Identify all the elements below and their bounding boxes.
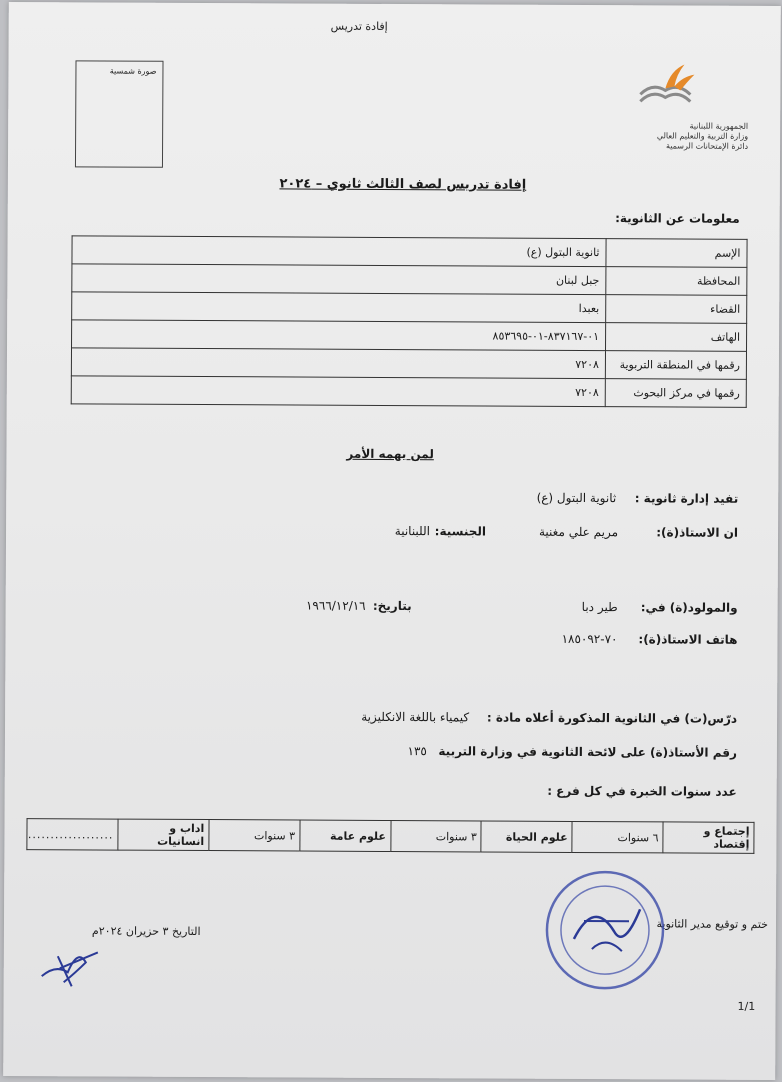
info-label: الإسم <box>606 239 747 268</box>
experience-table <box>26 818 754 854</box>
ministry-header <box>608 121 748 152</box>
experience-branch: إجتماع و إقتصاد <box>663 822 754 853</box>
experience-years: ٦ سنوات <box>572 821 663 852</box>
table-row <box>72 236 747 268</box>
teacher-value: مريم علي مغنية <box>538 524 619 540</box>
document-sheet <box>3 2 781 1080</box>
experience-years: ٣ سنوات <box>390 820 481 851</box>
photo-label: صورة شمسية <box>109 66 157 76</box>
table-row <box>72 320 747 352</box>
school-label: تفيد إدارة ثانوية : <box>634 491 739 506</box>
ministry-line-2: وزارة التربية والتعليم العالي <box>656 131 749 141</box>
phone-value: ٧٠-١٨٥٠٩٢ <box>561 631 618 647</box>
experience-branch: علوم عامة <box>300 820 391 851</box>
nationality-value: اللبنانية <box>394 524 431 539</box>
signature-label: ختم و توقيع مدير الثانوية <box>656 917 769 931</box>
document-date: التاريخ ٣ حزيران ٢٠٢٤م <box>91 924 201 939</box>
table-row <box>71 376 746 408</box>
school-value: ثانوية البتول (ع) <box>536 490 617 506</box>
table-row <box>27 819 754 854</box>
teacher-label: ان الاستاذ(ة): <box>656 525 739 540</box>
page-title: إفادة تدريس لصف الثالث ثانوي – ٢٠٢٤ <box>279 176 527 193</box>
info-value: ٠١-٨٣٧١٦٧-٠١-٨٥٣٦٩٥ <box>72 320 606 351</box>
ministry-line-1: الجمهورية اللبنانية <box>689 121 749 131</box>
school-info-table <box>71 235 748 408</box>
table-row <box>72 264 747 296</box>
school-section-label: معلومات عن الثانوية: <box>615 211 740 226</box>
date-label: بتاريخ: <box>372 598 412 614</box>
info-value: جبل لبنان <box>72 264 606 295</box>
phone-label: هاتف الاستاذ(ة): <box>638 632 738 647</box>
info-label: رقمها في مركز البحوث <box>605 379 746 408</box>
info-label: رقمها في المنطقة التربوية <box>605 351 746 380</box>
info-label: الهاتف <box>605 323 746 352</box>
experience-label: عدد سنوات الخبرة في كل فرع : <box>547 783 737 799</box>
top-label: إفادة تدريس <box>330 19 388 33</box>
ministry-logo-icon <box>630 60 700 110</box>
page-number: 1/1 <box>737 999 756 1013</box>
nationality-label: الجنسية: <box>434 524 487 539</box>
photo-box <box>75 60 164 167</box>
table-row <box>71 348 746 380</box>
experience-years: ................... <box>27 819 118 850</box>
signature-icon <box>38 942 108 988</box>
info-value: ٧٢٠٨ <box>71 348 605 379</box>
to-whom-heading: لمن يهمه الأمر <box>346 446 434 462</box>
born-value: طير دبا <box>581 599 618 615</box>
info-value: بعبدا <box>72 292 606 323</box>
info-label: القضاء <box>606 295 747 324</box>
table-row <box>72 292 747 324</box>
ministry-line-3: دائرة الإمتحانات الرسمية <box>665 141 749 151</box>
experience-years: ٣ سنوات <box>209 820 300 851</box>
school-stamp-icon <box>544 869 667 992</box>
number-label: رقم الأستاذ(ة) على لائحة الثانوية في وزارة التربية <box>438 744 737 760</box>
info-value: ٧٢٠٨ <box>71 376 605 407</box>
subject-label: درّس(ت) في الثانوية المذكورة أعلاه مادة : <box>486 710 738 726</box>
born-label: والمولود(ة) في: <box>640 600 738 615</box>
date-value: ١٩٦٦/١٢/١٦ <box>305 598 366 613</box>
info-value: ثانوية البتول (ع) <box>72 236 606 267</box>
experience-branch: اداب و انسانيات <box>118 819 209 850</box>
number-value: ١٣٥ <box>407 744 427 759</box>
subject-value: كيمياء باللغة الانكليزية <box>361 709 470 725</box>
experience-branch: علوم الحياة <box>481 821 572 852</box>
info-label: المحافظة <box>606 267 747 296</box>
